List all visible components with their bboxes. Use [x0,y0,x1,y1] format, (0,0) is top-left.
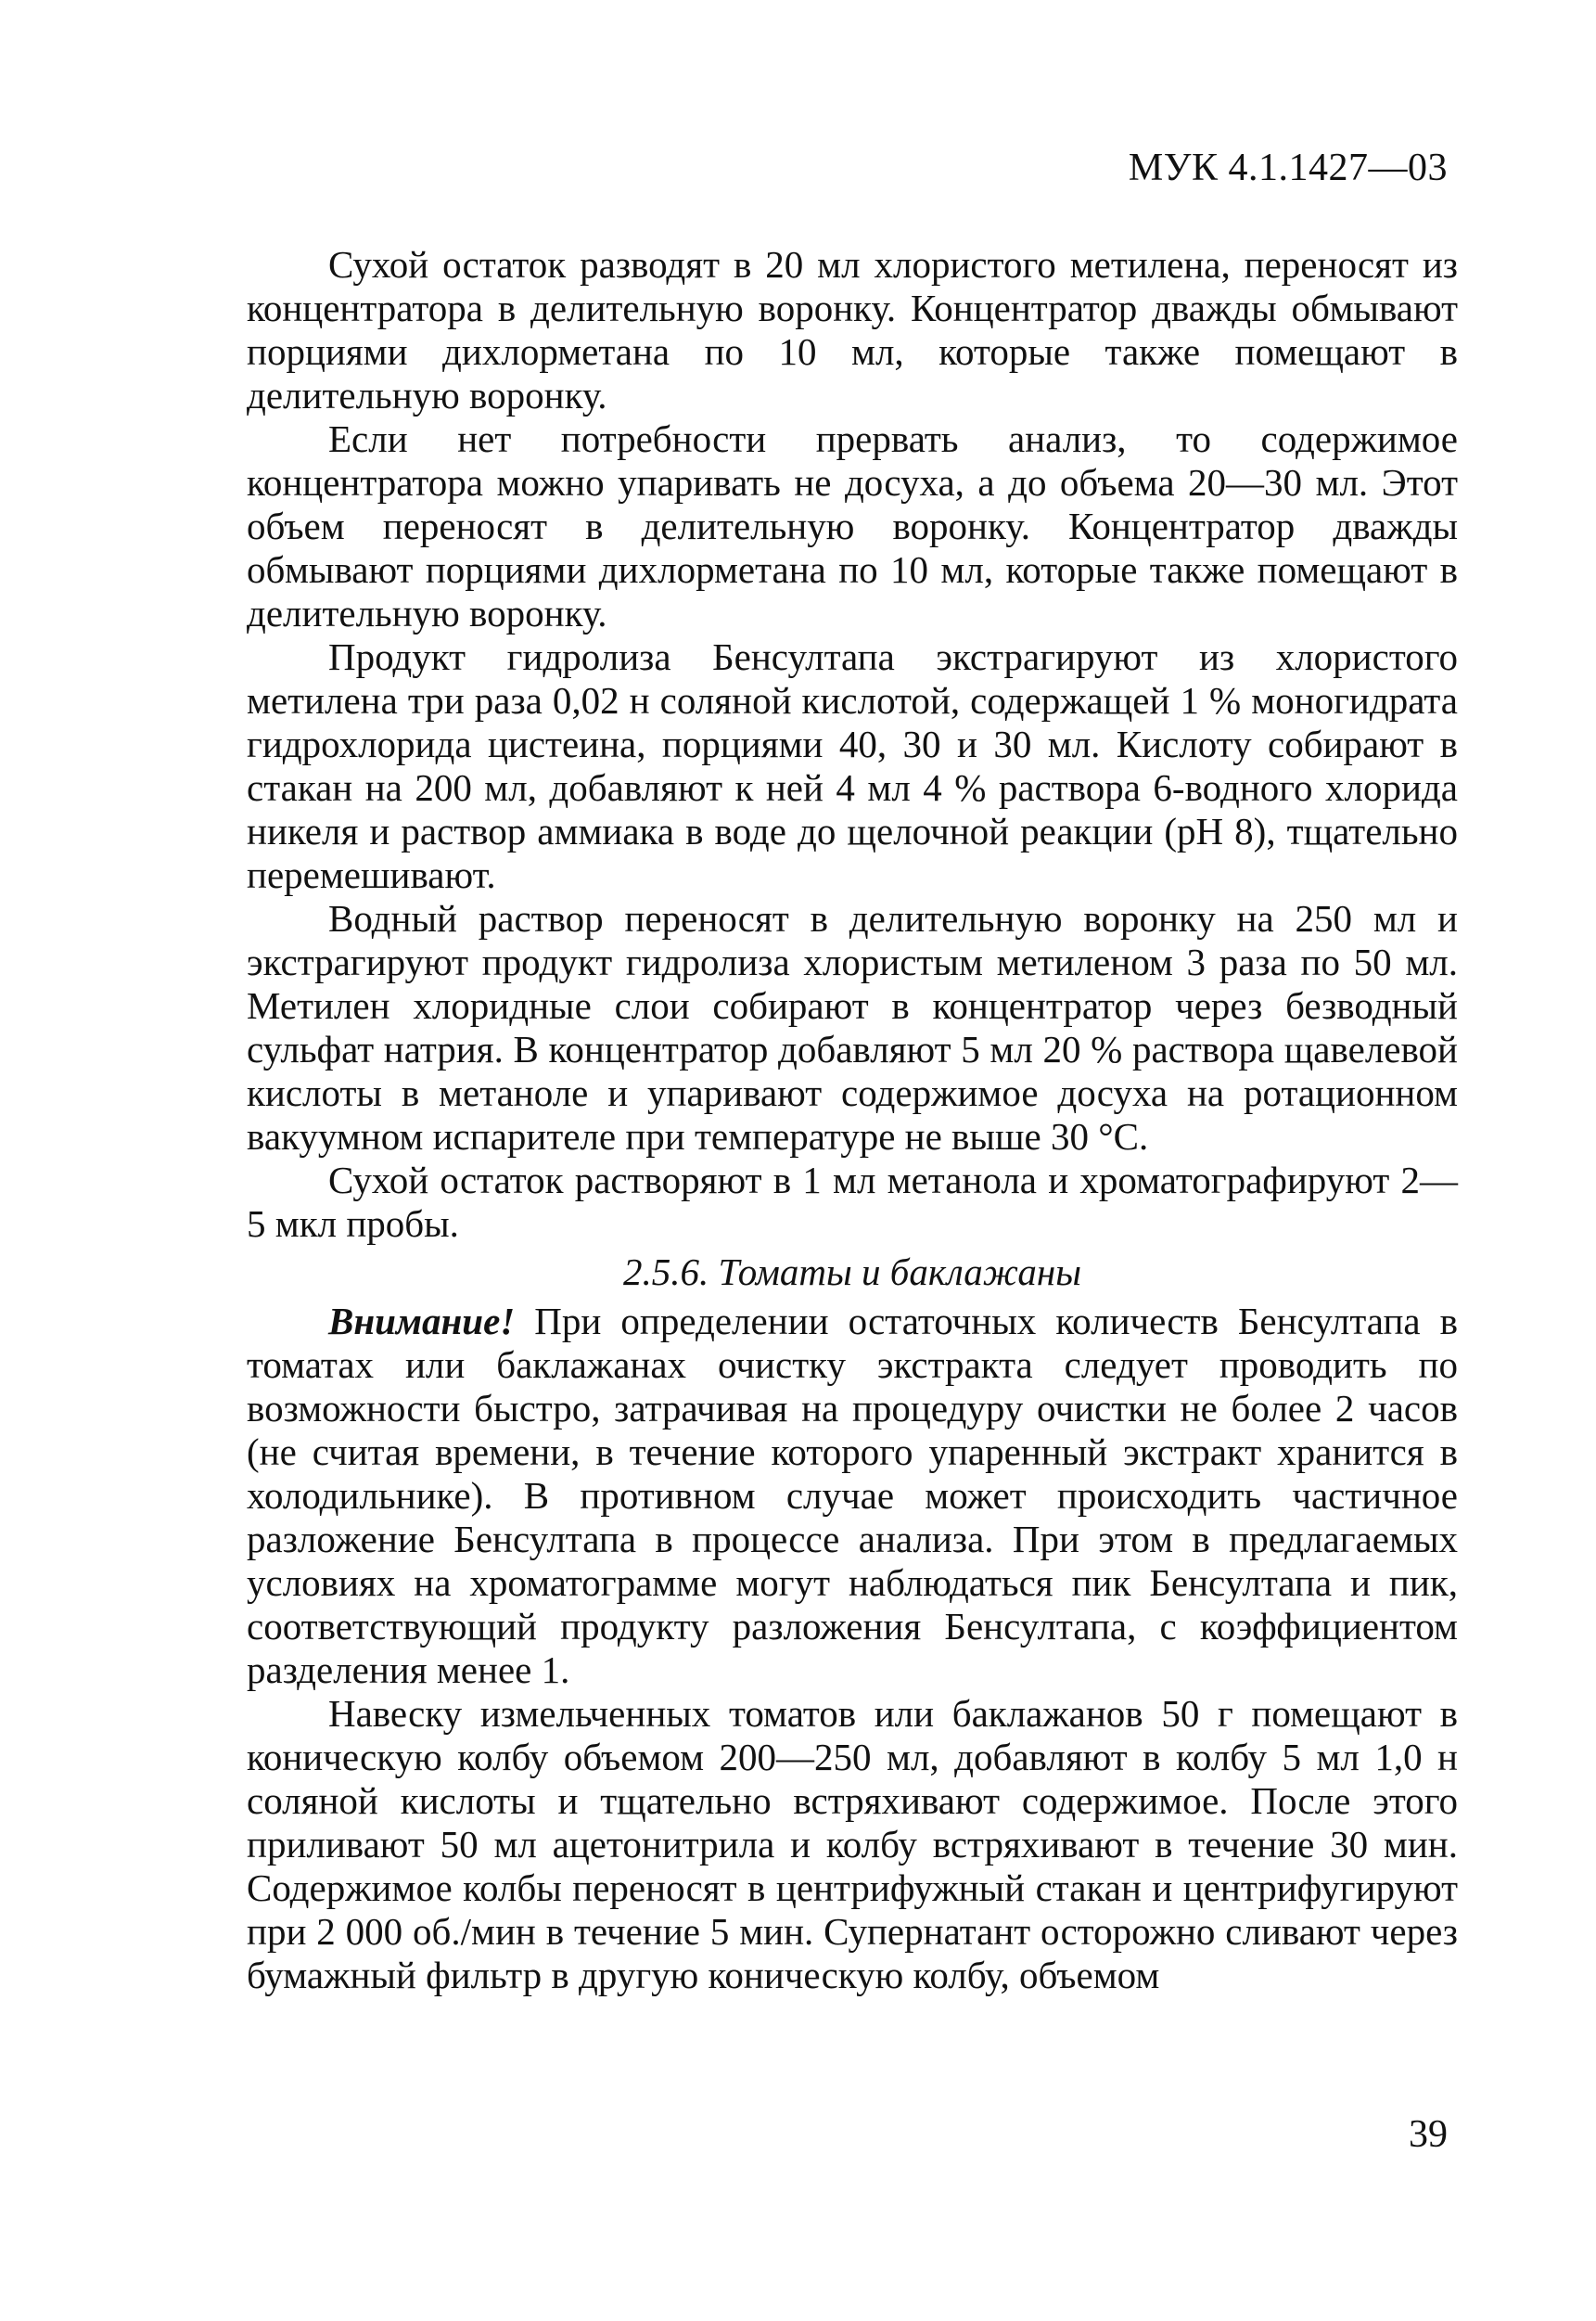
document-header: МУК 4.1.1427—03 [1128,147,1448,189]
section-subheading: 2.5.6. Томаты и баклажаны [622,1250,1081,1293]
paragraph-chromatography: Сухой остаток растворяют в 1 мл метанола и хроматографируют 2—5 мкл пробы. [247,1159,1458,1245]
paragraph-aqueous-solution: Водный раствор переносят в делительную воронку на 250 мл и экстрагируют продукт гидролиза хлористым метиленом 3 раза по 50 мл. Метилен хлоридные слои собирают в концентратор через безводный сульфат натрия. В концентратор добавляют 5 мл 20 % раствора щавелевой кислоты в метаноле и упаривают содержимое досуха на ротационном вакуумном испарителе при температуре не выше 30 °C. [247,897,1458,1158]
warning-lead: Внимание! [328,1300,516,1342]
document-body [247,243,1458,1997]
warning-text: При определении остаточных количеств Бенсултапа в томатах или баклажанах очистку экстракта следует проводить по возможности быстро, затрачивая на процедуру очистки не более 2 часов (не считая времени, в течение которого упаренный экстракт хранится в холодильнике). В противном случае может происходить частичное разложение Бенсултапа в процессе анализа. При этом в предлагаемых условиях на хроматограмме могут наблюдаться пик Бенсултапа и пик, соответствующий продукту разложения Бенсултапа, с коэффициентом разделения менее 1. [247,1300,1458,1691]
warning-paragraph [247,1300,1458,1692]
paragraph-no-interruption: Если нет потребности прервать анализ, то содержимое концентратора можно упаривать не досуха, а до объема 20—30 мл. Этот объем переносят в делительную воронку. Концентратор дважды обмывают порциями дихлорметана по 10 мл, которые также помещают в делительную воронку. [247,417,1458,635]
page-number: 39 [1409,2113,1448,2156]
paragraph-hydrolysis-extraction: Продукт гидролиза Бенсултапа экстрагируют из хлористого метилена три раза 0,02 н соляной кислотой, содержащей 1 % моногидрата гидрохлорида цистеина, порциями 40, 30 и 30 мл. Кислоту собирают в стакан на 200 мл, добавляют к ней 4 мл 4 % раствора 6-водного хлорида никеля и раствор аммиака в воде до щелочной реакции (pH 8), тщательно перемешивают. [247,635,1458,896]
paragraph-sample-preparation: Навеску измельченных томатов или баклажанов 50 г помещают в коническую колбу объемом 200—250 мл, добавляют в колбу 5 мл 1,0 н соляной кислоты и тщательно встряхивают содержимое. После этого приливают 50 мл ацетонитрила и колбу встряхивают в течение 30 мин. Содержимое колбы переносят в центрифужный стакан и центрифугируют при 2 000 об./мин в течение 5 мин. Супернатант осторожно сливают через бумажный фильтр в другую коническую колбу, объемом [247,1692,1458,1996]
paragraph-dry-residue: Сухой остаток разводят в 20 мл хлористого метилена, переносят из концентратора в делительную воронку. Концентратор дважды обмывают порциями дихлорметана по 10 мл, которые также помещают в делительную воронку. [247,243,1458,417]
